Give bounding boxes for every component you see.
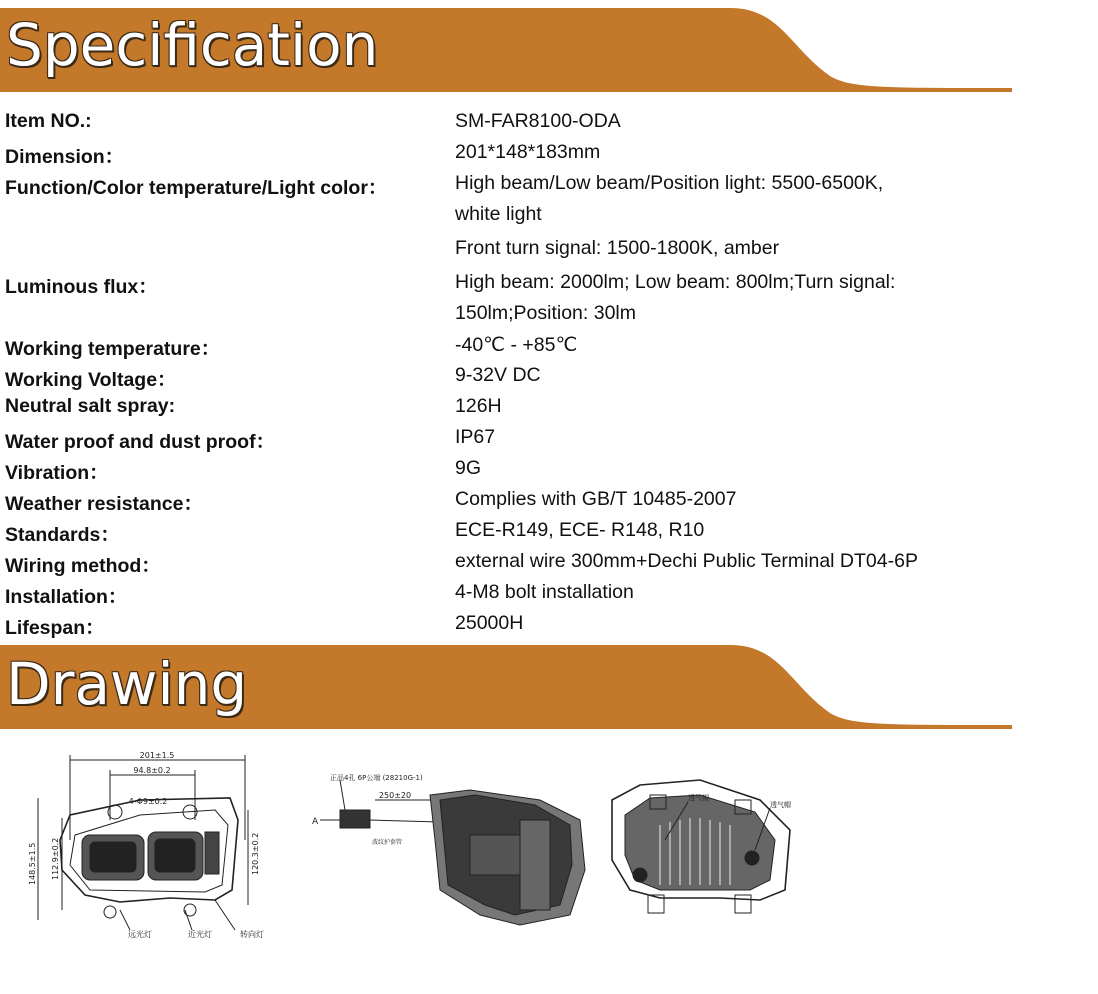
- spec-label: Vibration：: [5, 462, 109, 484]
- spec-label: Water proof and dust proof：: [5, 431, 276, 453]
- side-cable-dim: 250±20: [378, 791, 412, 800]
- back-vent-label-1: 透气帽: [688, 794, 709, 802]
- spec-value: High beam/Low beam/Position light: 5500-6500K,: [455, 172, 884, 194]
- spec-label: Function/Color temperature/Light color：: [5, 177, 388, 199]
- front-dim-height-inner: 112.9±0.2: [51, 837, 60, 880]
- drawing-title: Drawing: [6, 650, 248, 718]
- spec-value-continued: white light: [455, 203, 542, 225]
- spec-value: external wire 300mm+Dechi Public Terminal DT04-6P: [455, 550, 918, 572]
- specification-title: Specification: [6, 11, 379, 79]
- spec-value-continued: 150lm;Position: 30lm: [455, 302, 637, 324]
- side-connector-label: 正品4孔 6P公端 (28210G-1): [330, 774, 423, 782]
- spec-label: Working temperature：: [5, 338, 221, 360]
- front-view-drawing: [38, 755, 248, 930]
- spec-value: 126H: [455, 395, 502, 417]
- spec-label: Dimension：: [5, 146, 125, 168]
- front-dim-right: 120.3±0.2: [251, 832, 260, 875]
- front-dim-height: 148.5±1.5: [28, 842, 37, 885]
- spec-value: High beam: 2000lm; Low beam: 800lm;Turn signal:: [455, 271, 896, 293]
- front-dim-width: 201±1.5: [139, 751, 175, 760]
- technical-drawings: [0, 740, 1098, 990]
- spec-value: Front turn signal: 1500-1800K, amber: [455, 237, 780, 259]
- front-label-turn-signal: 转向灯: [240, 930, 264, 939]
- side-marker: A: [312, 817, 319, 827]
- front-label-low-beam: 近光灯: [188, 930, 212, 939]
- front-dim-holes: 4-Φ9±0.2: [128, 797, 168, 806]
- spec-label: Neutral salt spray:: [5, 395, 176, 417]
- specification-banner: [0, 8, 1012, 92]
- spec-value: SM-FAR8100-ODA: [455, 110, 621, 132]
- back-vent-label-2: 透气帽: [770, 801, 791, 809]
- spec-label: Lifespan：: [5, 617, 105, 639]
- spec-label: Wiring method：: [5, 555, 161, 577]
- spec-value: 9G: [455, 457, 482, 479]
- spec-label: Item NO.:: [5, 110, 92, 132]
- spec-value: 25000H: [455, 612, 524, 634]
- spec-label: Weather resistance：: [5, 493, 203, 515]
- spec-value: 201*148*183mm: [455, 141, 601, 163]
- side-sleeve-label: 波纹护套管: [372, 839, 403, 846]
- drawings-svg: [0, 740, 1098, 990]
- spec-label: Luminous flux：: [5, 276, 158, 298]
- spec-label: Standards：: [5, 524, 120, 546]
- spec-label: Working Voltage：: [5, 369, 177, 391]
- spec-value: Complies with GB/T 10485-2007: [455, 488, 737, 510]
- spec-value: -40℃ - +85℃: [455, 334, 578, 356]
- front-label-high-beam: 远光灯: [128, 930, 152, 939]
- spec-value: IP67: [455, 426, 496, 448]
- drawing-banner: [0, 645, 1012, 729]
- spec-value: 9-32V DC: [455, 364, 541, 386]
- front-dim-inner: 94.8±0.2: [133, 766, 171, 775]
- spec-label: Installation：: [5, 586, 128, 608]
- spec-value: ECE-R149, ECE- R148, R10: [455, 519, 705, 541]
- side-view-drawing: [320, 780, 585, 925]
- spec-value: 4-M8 bolt installation: [455, 581, 634, 603]
